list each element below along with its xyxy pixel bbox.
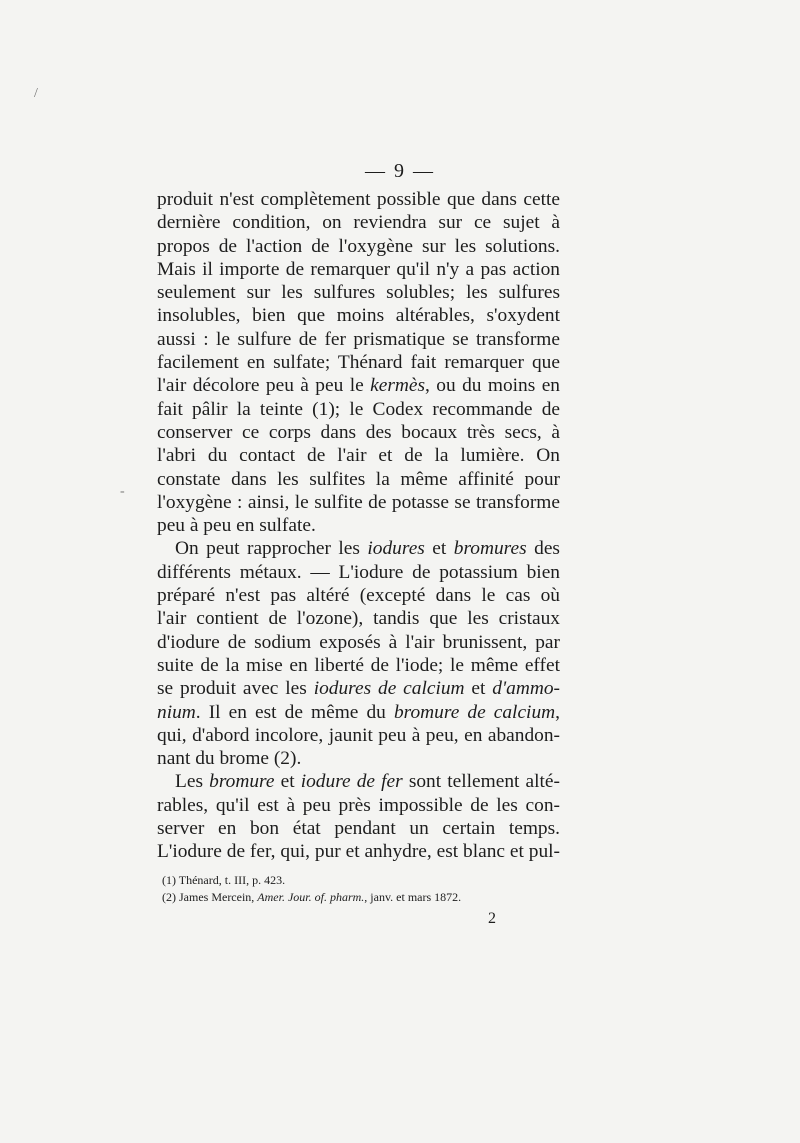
italic-term: bromures	[453, 538, 527, 560]
text-line: propos de l'action de l'oxygène sur les solutions.	[157, 235, 560, 257]
text-line: se produit avec les iodures de calcium et d'ammo-	[157, 678, 560, 700]
italic-term: bromure de calcium	[393, 701, 556, 723]
text-line: Les bromure et iodure de fer sont tellement alté-	[175, 771, 560, 793]
italic-term: d'ammo-	[492, 678, 560, 700]
stray-mark: -	[120, 484, 125, 499]
text-line: suite de la mise en liberté de l'iode; le même effet	[157, 654, 560, 676]
text-line: seulement sur les sulfures solubles; les sulfures	[157, 282, 560, 304]
text-line: préparé n'est pas altéré (excepté dans le cas où	[157, 585, 560, 607]
text-line: Mais il importe de remarquer qu'il n'y a pas action	[157, 258, 560, 280]
signature-mark: 2	[488, 910, 496, 927]
italic-term: bromure	[209, 771, 275, 793]
text-line: l'air contient de l'ozone), tandis que les cristaux	[157, 608, 560, 630]
text-line: produit n'est complètement possible que dans cette	[157, 189, 560, 210]
text-line: l'oxygène : ainsi, le sulfite de potasse se transforme	[157, 491, 560, 513]
text-line: constate dans les sulfites la même affinité pour	[157, 468, 560, 490]
text-line: d'iodure de sodium exposés à l'air brunissent, par	[157, 631, 560, 653]
text-line: server en bon état pendant un certain temps.	[157, 818, 560, 840]
text-line: rables, qu'il est à peu près impossible de les con-	[157, 794, 560, 816]
text-line: fait pâlir la teinte (1); le Codex recommande de	[157, 398, 560, 420]
italic-term: nium	[157, 701, 196, 723]
text-line: nant du brome (2).	[157, 748, 302, 770]
text-line: insolubles, bien que moins altérables, s'oxydent	[157, 305, 560, 327]
text-line: conserver ce corps dans des bocaux très secs, à	[157, 421, 560, 443]
italic-term: kermès	[370, 375, 426, 397]
stray-mark: /	[34, 86, 38, 101]
text-line: facilement en sulfate; Thénard fait remarquer que	[157, 352, 560, 374]
page-number: — 9 —	[365, 160, 435, 182]
text-line: peu à peu en sulfate.	[157, 515, 316, 537]
footnote-2: (2) James Mercein, Amer. Jour. of. pharm., janv. et mars 1872.	[162, 890, 462, 904]
italic-term: Amer. Jour. of. pharm.	[257, 890, 365, 904]
text-line: aussi : le sulfure de fer prismatique se transforme	[157, 328, 560, 350]
footnotes	[162, 872, 562, 906]
text-line: qui, d'abord incolore, jaunit peu à peu, en abandon-	[157, 724, 560, 746]
text-line: On peut rapprocher les iodures et bromures des	[175, 538, 560, 560]
text-line: l'air décolore peu à peu le kermès, ou du moins en	[157, 375, 561, 397]
text-line: l'abri du contact de l'air et de la lumière. On	[157, 445, 560, 467]
italic-term: iodure de fer	[300, 771, 403, 793]
italic-term: iodures de calcium	[313, 678, 465, 700]
body-text	[157, 188, 560, 864]
text-line: différents métaux. — L'iodure de potassium bien	[157, 561, 560, 583]
text-line: nium. Il en est de même du bromure de calcium,	[157, 701, 560, 723]
footnote-1: (1) Thénard, t. III, p. 423.	[162, 873, 286, 887]
text-line: dernière condition, on reviendra sur ce sujet à	[157, 212, 560, 234]
text-line: L'iodure de fer, qui, pur et anhydre, est blanc et pul-	[157, 841, 560, 863]
italic-term: iodures	[367, 538, 425, 560]
